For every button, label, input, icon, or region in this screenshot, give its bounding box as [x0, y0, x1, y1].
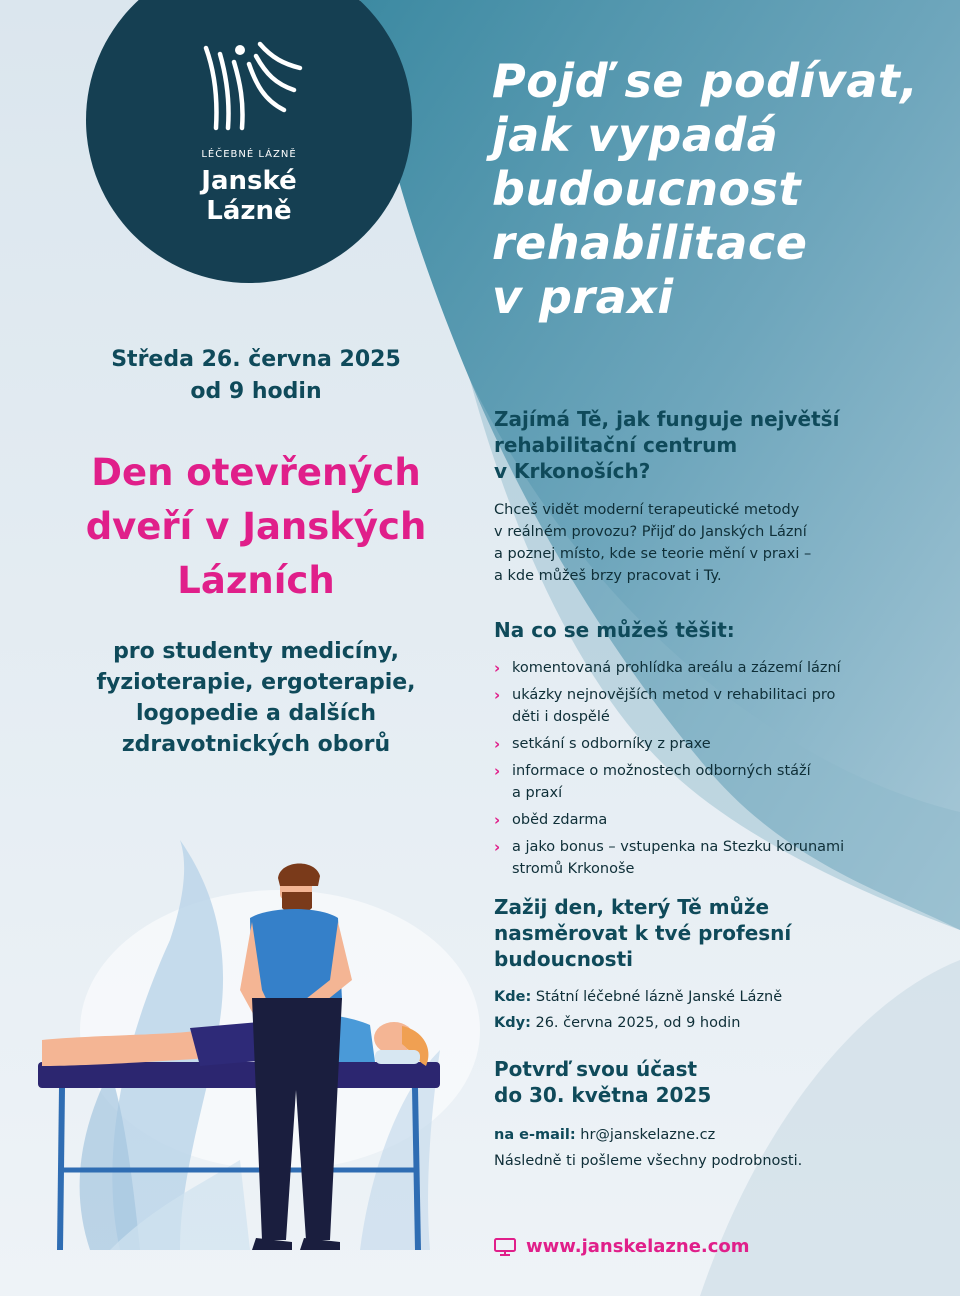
right-column — [494, 406, 914, 1172]
list-item: › ukázky nejnovějších metod v rehabilitaci pro děti i dospělé — [494, 686, 836, 725]
audience-line: pro studenty medicíny, — [113, 639, 399, 664]
location-label: Kde: — [494, 989, 532, 1005]
massage-illustration — [30, 830, 480, 1260]
audience-line: logopedie a dalších — [135, 701, 377, 726]
intro-heading-line: Zajímá Tě, jak funguje největší — [494, 407, 840, 431]
event-title-line: Lázních — [177, 559, 335, 602]
rsvp-email — [494, 1124, 914, 1146]
brand-logo — [86, 0, 412, 326]
list-item: › a jako bonus – vstupenka na Stezku korunami stromů Krkonoše — [494, 838, 845, 877]
chevron-right-icon: › — [494, 762, 501, 780]
location-value: Státní léčebné lázně Janské Lázně — [535, 989, 783, 1005]
rsvp-heading-line: Potvrď svou účast — [494, 1057, 698, 1081]
chevron-right-icon: › — [494, 838, 501, 856]
details-heading-line: Zažij den, který Tě může — [494, 895, 770, 919]
chevron-right-icon: › — [494, 686, 501, 704]
brand-name — [201, 166, 296, 226]
benefits-heading: Na co se můžeš těšit: — [494, 618, 735, 642]
chevron-right-icon: › — [494, 735, 501, 753]
benefits-list — [494, 657, 914, 880]
website-url[interactable]: www.janskelazne.com — [526, 1236, 750, 1257]
target-audience — [60, 636, 452, 760]
audience-line: fyzioterapie, ergoterapie, — [96, 670, 416, 695]
list-item: › oběd zdarma — [494, 811, 608, 829]
intro-text — [494, 499, 914, 587]
event-time — [494, 1012, 914, 1034]
logo-mark-icon — [194, 40, 304, 135]
chevron-right-icon: › — [494, 811, 501, 829]
email-link[interactable]: hr@janskelazne.cz — [580, 1127, 716, 1143]
details-heading-line: budoucnosti — [494, 947, 634, 971]
brand-subtitle: LÉČEBNÉ LÁZNĚ — [201, 149, 297, 160]
main-headline — [492, 54, 942, 324]
details-heading-line: nasměrovat k tvé profesní — [494, 921, 792, 945]
audience-line: zdravotnických oborů — [121, 732, 391, 757]
headline-line: jak vypadá — [492, 108, 779, 162]
time-value: 26. června 2025, od 9 hodin — [535, 1015, 741, 1031]
time-label: Kdy: — [494, 1015, 531, 1031]
chevron-right-icon: › — [494, 659, 501, 677]
event-date — [40, 344, 472, 408]
list-item: › setkání s odborníky z praxe — [494, 735, 711, 753]
event-title — [40, 446, 472, 608]
brand-name-line1: Janské — [201, 166, 297, 196]
brand-name-line2: Lázně — [206, 196, 292, 226]
list-item: › informace o možnostech odborných stáží a praxí — [494, 762, 811, 801]
intro-heading-line: rehabilitační centrum — [494, 433, 738, 457]
website-link[interactable] — [494, 1236, 750, 1257]
event-location — [494, 986, 914, 1008]
email-label: na e-mail: — [494, 1127, 576, 1143]
event-title-line: dveří v Janských — [85, 505, 427, 548]
rsvp-heading — [494, 1056, 914, 1108]
rsvp-heading-line: do 30. května 2025 — [494, 1083, 712, 1107]
headline-line: budoucnost — [492, 162, 801, 216]
event-date-day: Středa 26. června 2025 — [111, 347, 401, 372]
intro-heading-line: v Krkonoších? — [494, 459, 651, 483]
details-heading — [494, 894, 914, 972]
rsvp-note: Následně ti pošleme všechny podrobnosti. — [494, 1153, 803, 1169]
intro-text-line: a kde můžeš brzy pracovat i Ty. — [494, 568, 722, 584]
monitor-icon — [494, 1238, 516, 1256]
intro-text-line: a poznej místo, kde se teorie mění v praxi – — [494, 546, 812, 562]
list-item: › komentovaná prohlídka areálu a zázemí lázní — [494, 659, 841, 677]
event-title-line: Den otevřených — [91, 451, 421, 494]
headline-line: rehabilitace — [492, 216, 808, 270]
intro-text-line: v reálném provozu? Přijď do Janských Lázní — [494, 524, 807, 540]
intro-heading — [494, 406, 914, 484]
headline-line: Pojď se podívat, — [492, 54, 919, 108]
intro-text-line: Chceš vidět moderní terapeutické metody — [494, 502, 800, 518]
event-date-time: od 9 hodin — [190, 379, 322, 404]
headline-line: v praxi — [492, 270, 674, 324]
